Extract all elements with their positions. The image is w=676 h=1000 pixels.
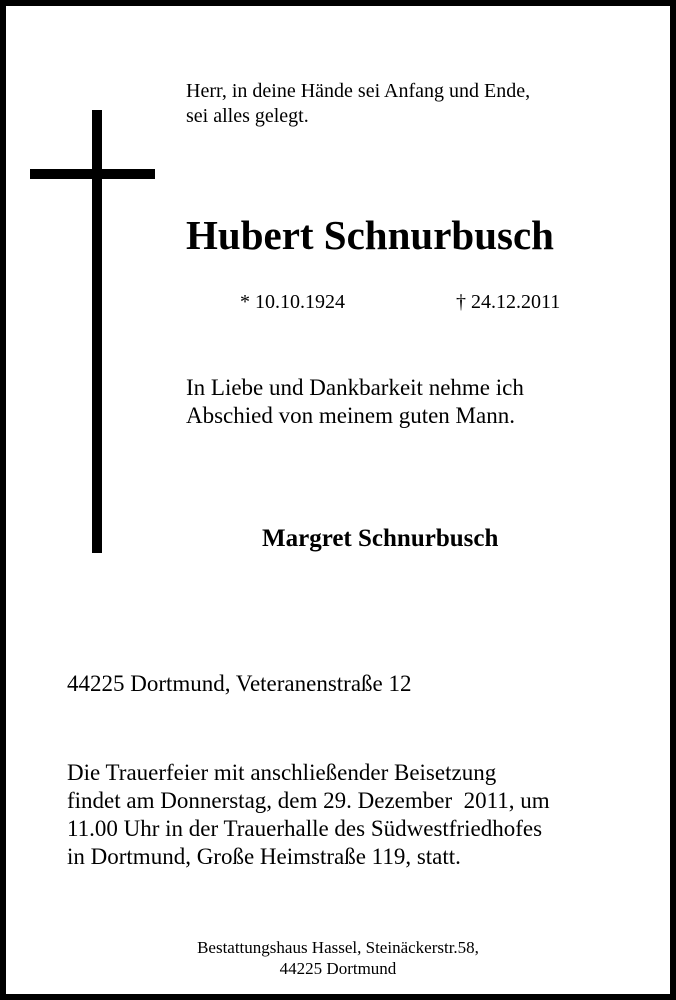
funeral-service-info — [67, 759, 550, 871]
mourner-name: Margret Schnurbusch — [262, 525, 499, 552]
death-date: † 24.12.2011 — [456, 291, 561, 313]
verse-line: sei alles gelegt. — [186, 105, 309, 127]
funeral-home-footer — [6, 937, 670, 979]
service-line: 11.00 Uhr in der Trauerhalle des Südwestfriedhofes — [67, 816, 543, 841]
deceased-name: Hubert Schnurbusch — [186, 212, 554, 258]
service-line: in Dortmund, Große Heimstraße 119, statt. — [67, 844, 461, 869]
service-line: Die Trauerfeier mit anschließender Beisetzung — [67, 760, 497, 785]
service-line: findet am Donnerstag, dem 29. Dezember 2011, um — [67, 788, 550, 813]
birth-date: * 10.10.1924 — [240, 291, 345, 313]
mourner-address: 44225 Dortmund, Veteranenstraße 12 — [67, 671, 412, 696]
farewell-text — [186, 374, 524, 430]
cross-horizontal-bar — [30, 169, 155, 179]
bible-verse — [186, 79, 646, 129]
farewell-line: Abschied von meinem guten Mann. — [186, 403, 515, 428]
farewell-line: In Liebe und Dankbarkeit nehme ich — [186, 375, 524, 400]
funeral-home-line: Bestattungshaus Hassel, Steinäckerstr.58, — [197, 938, 479, 957]
verse-line: Herr, in deine Hände sei Anfang und Ende, — [186, 80, 531, 102]
funeral-home-line: 44225 Dortmund — [279, 959, 397, 978]
